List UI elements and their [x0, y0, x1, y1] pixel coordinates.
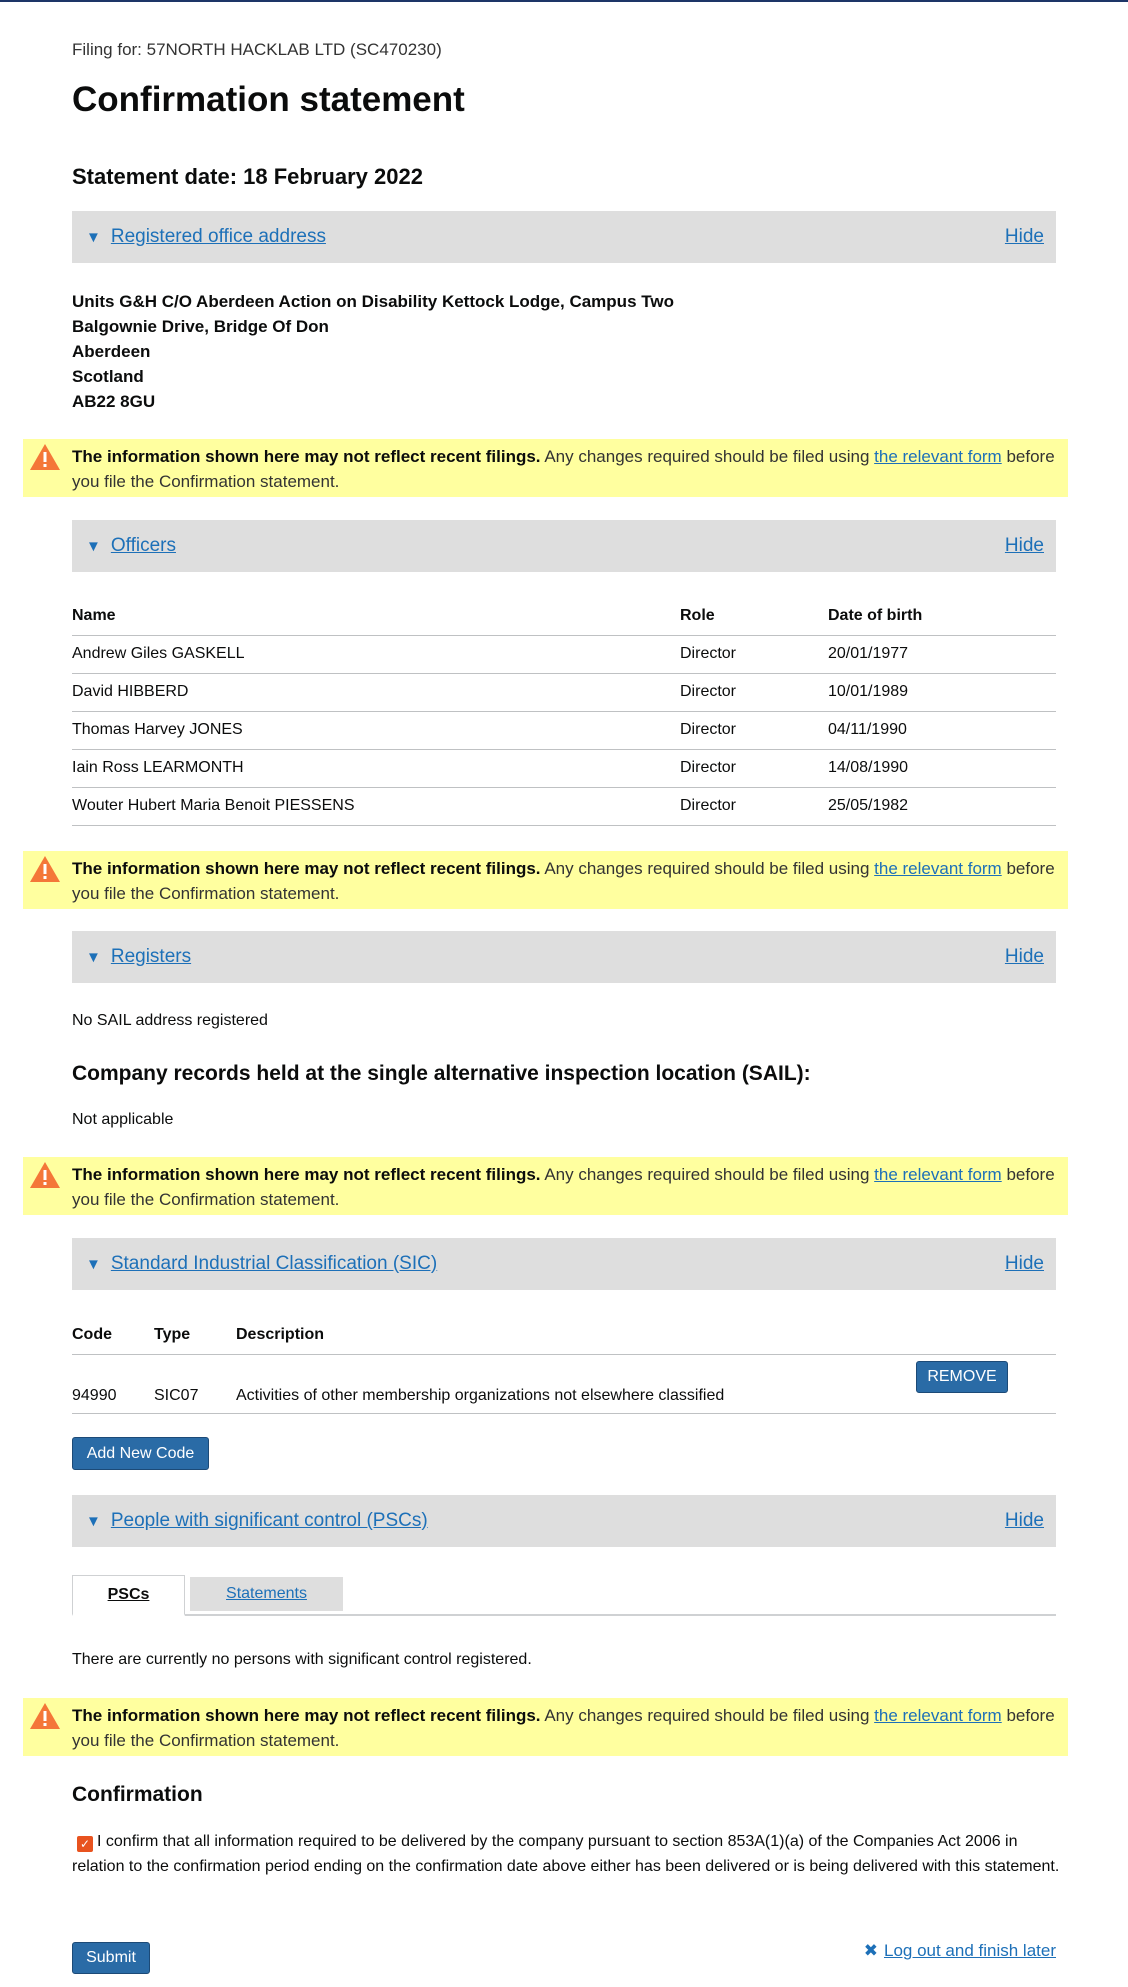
warning-text: The information shown here may not reflect recent filings. Any changes required should be filed using the relevant form before you file the Confirmation statement.: [72, 1165, 1055, 1209]
close-icon: ✖: [863, 1941, 878, 1960]
warning-banner: [23, 1157, 1068, 1215]
sic-type: SIC07: [154, 1354, 236, 1413]
warning-text: The information shown here may not reflect recent filings. Any changes required should be filed using the relevant form before you file the Confirmation statement.: [72, 447, 1055, 491]
relevant-form-link[interactable]: the relevant form: [874, 1165, 1002, 1184]
confirm-checkbox[interactable]: ✓: [77, 1836, 93, 1852]
officer-name: Thomas Harvey JONES: [72, 711, 680, 749]
warning-text: The information shown here may not reflect recent filings. Any changes required should be filed using the relevant form before you file the Confirmation statement.: [72, 859, 1055, 903]
sail-value: Not applicable: [72, 1111, 174, 1128]
hide-sic-link[interactable]: Hide: [1004, 1253, 1044, 1274]
column-header-name: Name: [72, 597, 680, 635]
triangle-down-icon: ▼: [86, 228, 101, 246]
page-title: Confirmation statement: [72, 80, 465, 119]
tab-pscs[interactable]: PSCs: [72, 1575, 185, 1616]
triangle-down-icon: ▼: [86, 948, 101, 966]
address-line: Units G&H C/O Aberdeen Action on Disability Kettock Lodge, Campus Two: [72, 292, 674, 311]
officer-name: David HIBBERD: [72, 673, 680, 711]
officer-dob: 14/08/1990: [828, 749, 1056, 787]
hide-officers-link[interactable]: Hide: [1004, 535, 1044, 556]
warning-icon: [29, 1161, 61, 1189]
table-row: [72, 787, 1056, 825]
confirmation-statement: [72, 1829, 1062, 1879]
officer-role: Director: [680, 635, 828, 673]
logout-link[interactable]: Log out and finish later: [883, 1941, 1056, 1960]
pscs-link[interactable]: People with significant control (PSCs): [110, 1510, 428, 1531]
section-registered-office: [72, 211, 1056, 263]
psc-tabs: [72, 1575, 1056, 1616]
triangle-down-icon: ▼: [86, 1255, 101, 1273]
section-registers: [72, 931, 1056, 983]
warning-banner: [23, 439, 1068, 497]
address-line: AB22 8GU: [72, 392, 156, 411]
column-header-description: Description: [236, 1316, 916, 1354]
relevant-form-link[interactable]: the relevant form: [874, 1706, 1002, 1725]
triangle-down-icon: ▼: [86, 537, 101, 555]
submit-button[interactable]: Submit: [72, 1942, 150, 1974]
triangle-down-icon: ▼: [86, 1512, 101, 1530]
warning-icon: [29, 443, 61, 471]
table-row: [72, 1354, 1056, 1413]
column-header-dob: Date of birth: [828, 597, 1056, 635]
officer-role: Director: [680, 673, 828, 711]
section-sic: [72, 1238, 1056, 1290]
table-row: [72, 711, 1056, 749]
confirmation-heading: Confirmation: [72, 1783, 203, 1806]
hide-registered-office-link[interactable]: Hide: [1004, 226, 1044, 247]
logout-link-container: [864, 1941, 1056, 1961]
registered-office-address: [72, 289, 674, 414]
address-line: Scotland: [72, 367, 144, 386]
warning-icon: [29, 1702, 61, 1730]
officer-dob: 10/01/1989: [828, 673, 1056, 711]
remove-button[interactable]: REMOVE: [916, 1361, 1008, 1393]
table-row: [72, 749, 1056, 787]
officer-name: Andrew Giles GASKELL: [72, 635, 680, 673]
warning-banner: [23, 851, 1068, 909]
address-line: Balgownie Drive, Bridge Of Don: [72, 317, 329, 336]
sic-description: Activities of other membership organizations not elsewhere classified: [236, 1354, 916, 1413]
warning-icon: [29, 855, 61, 883]
sic-link[interactable]: Standard Industrial Classification (SIC): [110, 1253, 438, 1274]
officer-role: Director: [680, 787, 828, 825]
registers-link[interactable]: Registers: [110, 946, 192, 967]
officer-dob: 25/05/1982: [828, 787, 1056, 825]
warning-banner: [23, 1698, 1068, 1756]
sic-table: [72, 1316, 1056, 1414]
filing-for: Filing for: 57NORTH HACKLAB LTD (SC470230): [72, 40, 442, 59]
sic-action-cell: [916, 1354, 1056, 1413]
sail-heading: Company records held at the single alternative inspection location (SAIL):: [72, 1062, 811, 1085]
warning-text: The information shown here may not reflect recent filings. Any changes required should be filed using the relevant form before you file the Confirmation statement.: [72, 1706, 1055, 1750]
officer-name: Wouter Hubert Maria Benoit PIESSENS: [72, 787, 680, 825]
table-row: [72, 635, 1056, 673]
column-header-role: Role: [680, 597, 828, 635]
officer-name: Iain Ross LEARMONTH: [72, 749, 680, 787]
no-sail-text: No SAIL address registered: [72, 1012, 268, 1029]
hide-registers-link[interactable]: Hide: [1004, 946, 1044, 967]
relevant-form-link[interactable]: the relevant form: [874, 859, 1002, 878]
relevant-form-link[interactable]: the relevant form: [874, 447, 1002, 466]
tab-statements[interactable]: Statements: [190, 1577, 343, 1611]
officers-table: [72, 597, 1056, 826]
column-header-type: Type: [154, 1316, 236, 1354]
officer-dob: 20/01/1977: [828, 635, 1056, 673]
registered-office-link[interactable]: Registered office address: [110, 226, 326, 247]
table-row: [72, 673, 1056, 711]
officer-role: Director: [680, 749, 828, 787]
address-line: Aberdeen: [72, 342, 151, 361]
column-header-action: [916, 1316, 1056, 1354]
hide-pscs-link[interactable]: Hide: [1004, 1510, 1044, 1531]
psc-empty-text: There are currently no persons with significant control registered.: [72, 1651, 532, 1668]
column-header-code: Code: [72, 1316, 154, 1354]
section-pscs: [72, 1495, 1056, 1547]
officer-dob: 04/11/1990: [828, 711, 1056, 749]
sic-code: 94990: [72, 1354, 154, 1413]
officer-role: Director: [680, 711, 828, 749]
officers-link[interactable]: Officers: [110, 535, 176, 556]
top-border: [0, 0, 1128, 2]
section-officers: [72, 520, 1056, 572]
confirmation-text: I confirm that all information required to be delivered by the company pursuant to section 853A(1)(a) of the Companies Act 2006 in relation to the confirmation period ending on the confirmation date above either has been delivered or is being delivered with this statement.: [72, 1833, 1060, 1875]
add-new-code-button[interactable]: Add New Code: [72, 1437, 209, 1470]
statement-date: Statement date: 18 February 2022: [72, 164, 423, 189]
